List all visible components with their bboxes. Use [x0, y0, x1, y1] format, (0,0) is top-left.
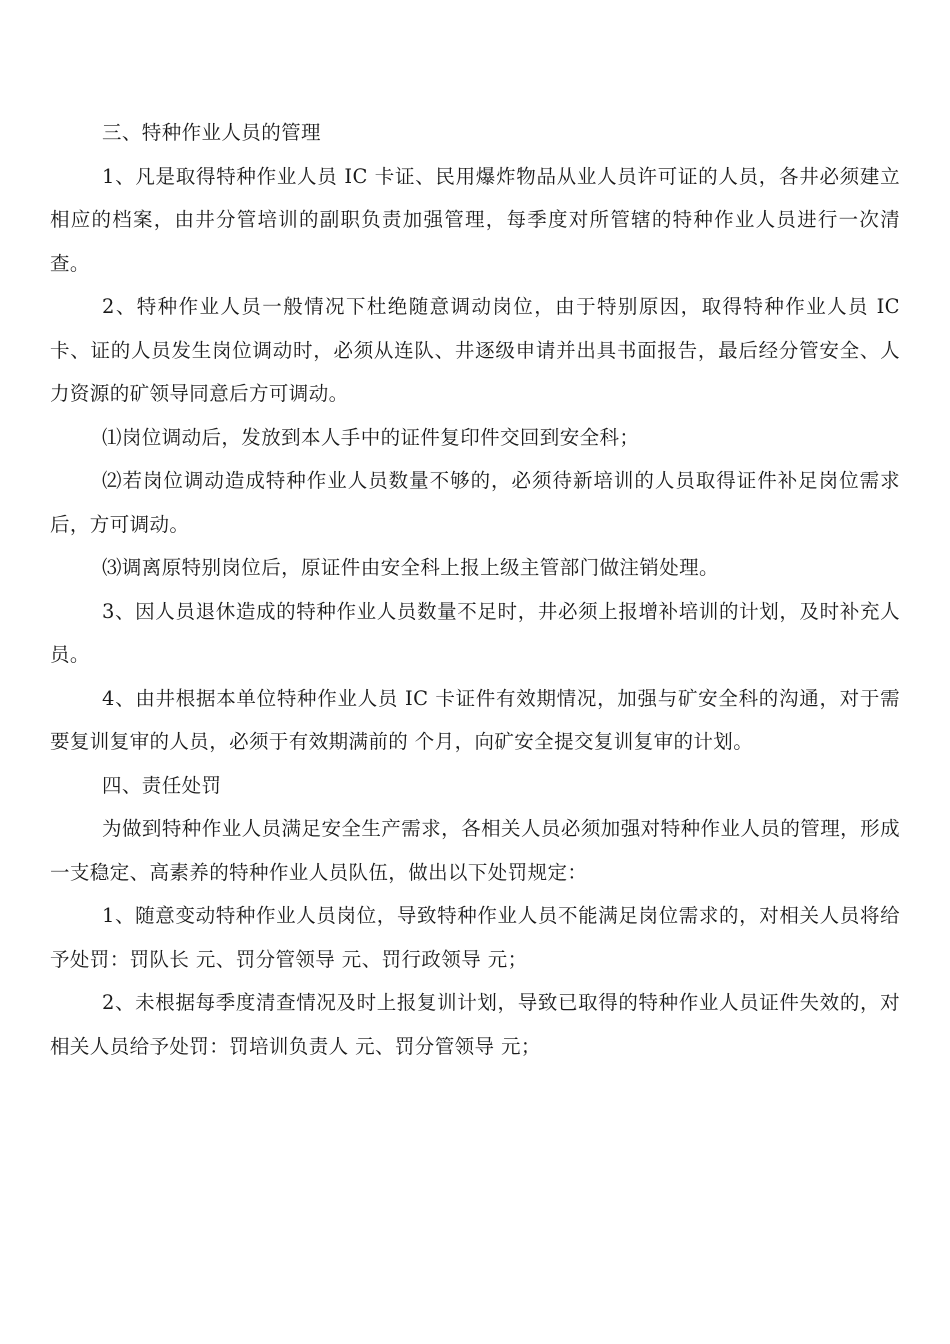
section-heading-penalties: 四、责任处罚 [102, 773, 222, 797]
paragraph-item-2: 2、特种作业人员一般情况下杜绝随意调动岗位，由于特别原因，取得特种作业人员 IC 卡、证的人员发生岗位调动时，必须从连队、井逐级申请并出具书面报告，最后经分管安全、人力资源的矿领导同意后方可调动。 [50, 295, 900, 405]
paragraph-penalty-2: 2、未根据每季度清查情况及时上报复训计划，导致已取得的特种作业人员证件失效的，对相关人员给予处罚：罚培训负责人 元、罚分管领导 元； [50, 991, 900, 1058]
section-heading-management: 三、特种作业人员的管理 [102, 121, 321, 144]
paragraph-penalty-intro: 为做到特种作业人员满足安全生产需求，各相关人员必须加强对特种作业人员的管理，形成一支稳定、高素养的特种作业人员队伍，做出以下处罚规定： [50, 817, 900, 884]
paragraph-item-4: 4、由井根据本单位特种作业人员 IC 卡证件有效期情况，加强与矿安全科的沟通，对于需要复训复审的人员，必须于有效期满前的 个月，向矿安全提交复训复审的计划。 [50, 686, 900, 753]
paragraph-item-1: 1、凡是取得特种作业人员 IC 卡证、民用爆炸物品从业人员许可证的人员，各井必须建立相应的档案，由井分管培训的副职负责加强管理，每季度对所管辖的特种作业人员进行一次清查。 [50, 164, 900, 275]
paragraph-item-3: 3、因人员退休造成的特种作业人员数量不足时，井必须上报增补培训的计划，及时补充人员。 [50, 599, 900, 666]
paragraph-subitem-3: ⑶调离原特别岗位后，原证件由安全科上报上级主管部门做注销处理。 [102, 556, 719, 579]
paragraph-subitem-1: ⑴岗位调动后，发放到本人手中的证件复印件交回到安全科； [102, 425, 640, 449]
paragraph-subitem-2: ⑵若岗位调动造成特种作业人员数量不够的，必须待新培训的人员取得证件补足岗位需求后，方可调动。 [50, 469, 900, 536]
paragraph-penalty-1: 1、随意变动特种作业人员岗位，导致特种作业人员不能满足岗位需求的，对相关人员将给予处罚：罚队长 元、罚分管领导 元、罚行政领导 元； [50, 904, 900, 971]
